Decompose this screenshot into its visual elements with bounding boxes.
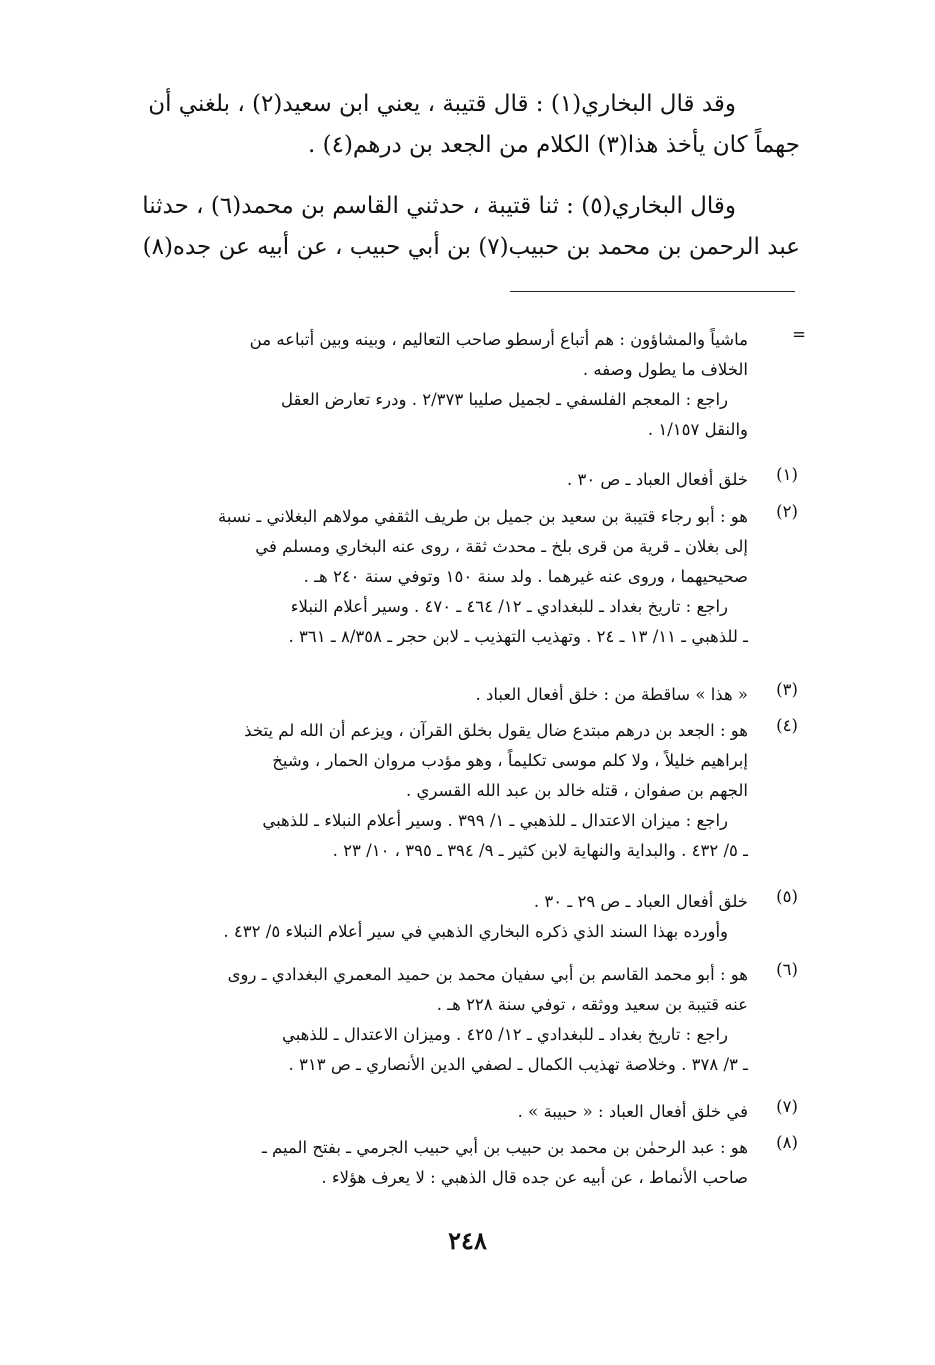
footnote-separator-rule bbox=[510, 291, 795, 292]
footnote-line: خلق أفعال العباد ـ ص ٢٩ ـ ٣٠ . bbox=[533, 892, 748, 911]
footnote-line: صحيحيهما ، وروى عنه غيرهما . ولد سنة ١٥٠ وتوفي سنة ٢٤٠ هـ . bbox=[303, 567, 748, 586]
main-line: وقد قال البخاري(١) : قال قتيبة ، يعني ابن سعيد(٢) ، بلغني أن bbox=[148, 91, 736, 117]
footnote-5 bbox=[88, 887, 808, 947]
footnote-number: (١) bbox=[776, 465, 798, 484]
footnote-6 bbox=[88, 960, 808, 1080]
footnote-line: هو : الجعد بن درهم مبتدع ضال يقول بخلق القرآن ، ويزعم أن الله لم يتخذ bbox=[244, 721, 748, 740]
page-number: ٢٤٨ bbox=[448, 1226, 487, 1255]
footnote-line: هو : أبو محمد القاسم بن أبي سفيان محمد بن حميد المعمري البغدادي ـ روى bbox=[227, 965, 748, 984]
footnote-line: إبراهيم خليلاً ، ولا كلم موسى تكليماً ، وهو مؤدب مروان الحمار ، وشيخ bbox=[272, 751, 748, 770]
footnote-number: (٨) bbox=[776, 1133, 798, 1152]
main-line: عبد الرحمن بن محمد بن حبيب(٧) بن أبي حبيب ، عن أبيه عن جده(٨) bbox=[142, 234, 800, 260]
footnote-line: راجع : تاريخ بغداد ـ للبغدادي ـ ١٢/ ٤٦٤ ـ ٤٧٠ . وسير أعلام النبلاء bbox=[290, 597, 728, 616]
footnote-number: (٢) bbox=[776, 502, 798, 521]
footnote-line: ـ ٥/ ٤٣٢ . والبداية والنهاية لابن كثير ـ ٩/ ٣٩٤ ـ ٣٩٥ ، ١٠/ ٢٣ . bbox=[332, 841, 748, 860]
main-line: وقال البخاري(٥) : ثنا قتيبة ، حدثني القاسم بن محمد(٦) ، حدثنا bbox=[142, 193, 736, 219]
footnote-line: هو : أبو رجاء قتيبة بن سعيد بن جميل بن طريف الثقفي مولاهم البغلاني ـ نسبة bbox=[218, 507, 748, 526]
continuation-mark: = bbox=[792, 325, 806, 344]
main-paragraph-2 bbox=[90, 186, 800, 268]
footnote-line: « هذا » ساقطة من : خلق أفعال العباد . bbox=[475, 685, 748, 704]
footnote-line: إلى بغلان ـ قرية من قرى بلخ ـ محدث ثقة ، روى عنه البخاري ومسلم في bbox=[255, 537, 748, 556]
footnote-line: هو : عبد الرحمٰن بن محمد بن حبيب بن أبي حبيب الجرمي ـ بفتح الميم ـ bbox=[261, 1138, 748, 1157]
footnote-line: صاحب الأنماط ، عن أبيه عن جده قال الذهبي : لا يعرف هؤلاء . bbox=[321, 1168, 748, 1187]
footnote-3 bbox=[88, 680, 808, 710]
footnote-line: والنقل ١/١٥٧ . bbox=[647, 420, 748, 439]
footnote-8 bbox=[88, 1133, 808, 1193]
footnote-1 bbox=[88, 465, 808, 495]
footnote-line: عنه قتيبة بن سعيد ووثقه ، توفي سنة ٢٢٨ هـ . bbox=[436, 995, 748, 1014]
footnote-4 bbox=[88, 716, 808, 866]
main-line: جهماً كان يأخذ هذا(٣) الكلام من الجعد بن درهم(٤) . bbox=[307, 132, 800, 158]
footnote-line: خلق أفعال العباد ـ ص ٣٠ . bbox=[566, 470, 748, 489]
footnote-line: ماشياً والمشاؤون : هم أتباع أرسطو صاحب التعاليم ، وبينه وبين أتباعه من bbox=[249, 330, 748, 349]
footnote-line: ـ ٣/ ٣٧٨ . وخلاصة تهذيب الكمال ـ لصفي الدين الأنصاري ـ ص ٣١٣ . bbox=[288, 1055, 748, 1074]
footnote-7 bbox=[88, 1097, 808, 1127]
footnote-line: الجهم بن صفوان ، قتله خالد بن عبد الله القسري . bbox=[406, 781, 748, 800]
footnote-line: ـ للذهبي ـ ١١/ ١٣ ـ ٢٤ . وتهذيب التهذيب ـ لابن حجر ـ ٨/٣٥٨ ـ ٣٦١ . bbox=[288, 627, 748, 646]
footnote-number: (٧) bbox=[776, 1097, 798, 1116]
main-paragraph-1 bbox=[90, 84, 800, 166]
footnote-2 bbox=[88, 502, 808, 652]
footnote-continuation bbox=[88, 325, 808, 445]
footnote-number: (٥) bbox=[776, 887, 798, 906]
footnote-line: في خلق أفعال العباد : « حبيبة » . bbox=[517, 1102, 748, 1121]
footnote-line: راجع : تاريخ بغداد ـ للبغدادي ـ ١٢/ ٤٢٥ . وميزان الاعتدال ـ للذهبي bbox=[281, 1025, 728, 1044]
footnote-line: راجع : ميزان الاعتدال ـ للذهبي ـ ١/ ٣٩٩ . وسير أعلام النبلاء ـ للذهبي bbox=[262, 811, 728, 830]
footnote-line: وأورده بهذا السند الذي ذكره البخاري الذهبي في سير أعلام النبلاء ٥/ ٤٣٢ . bbox=[223, 922, 728, 941]
footnote-number: (٤) bbox=[776, 716, 798, 735]
footnote-number: (٣) bbox=[776, 680, 798, 699]
footnote-number: (٦) bbox=[776, 960, 798, 979]
footnote-line: راجع : المعجم الفلسفي ـ لجميل صليبا ٢/٣٧٣ . ودرء تعارض العقل bbox=[281, 390, 728, 409]
footnote-line: الخلاف ما يطول وصفه . bbox=[582, 360, 748, 379]
